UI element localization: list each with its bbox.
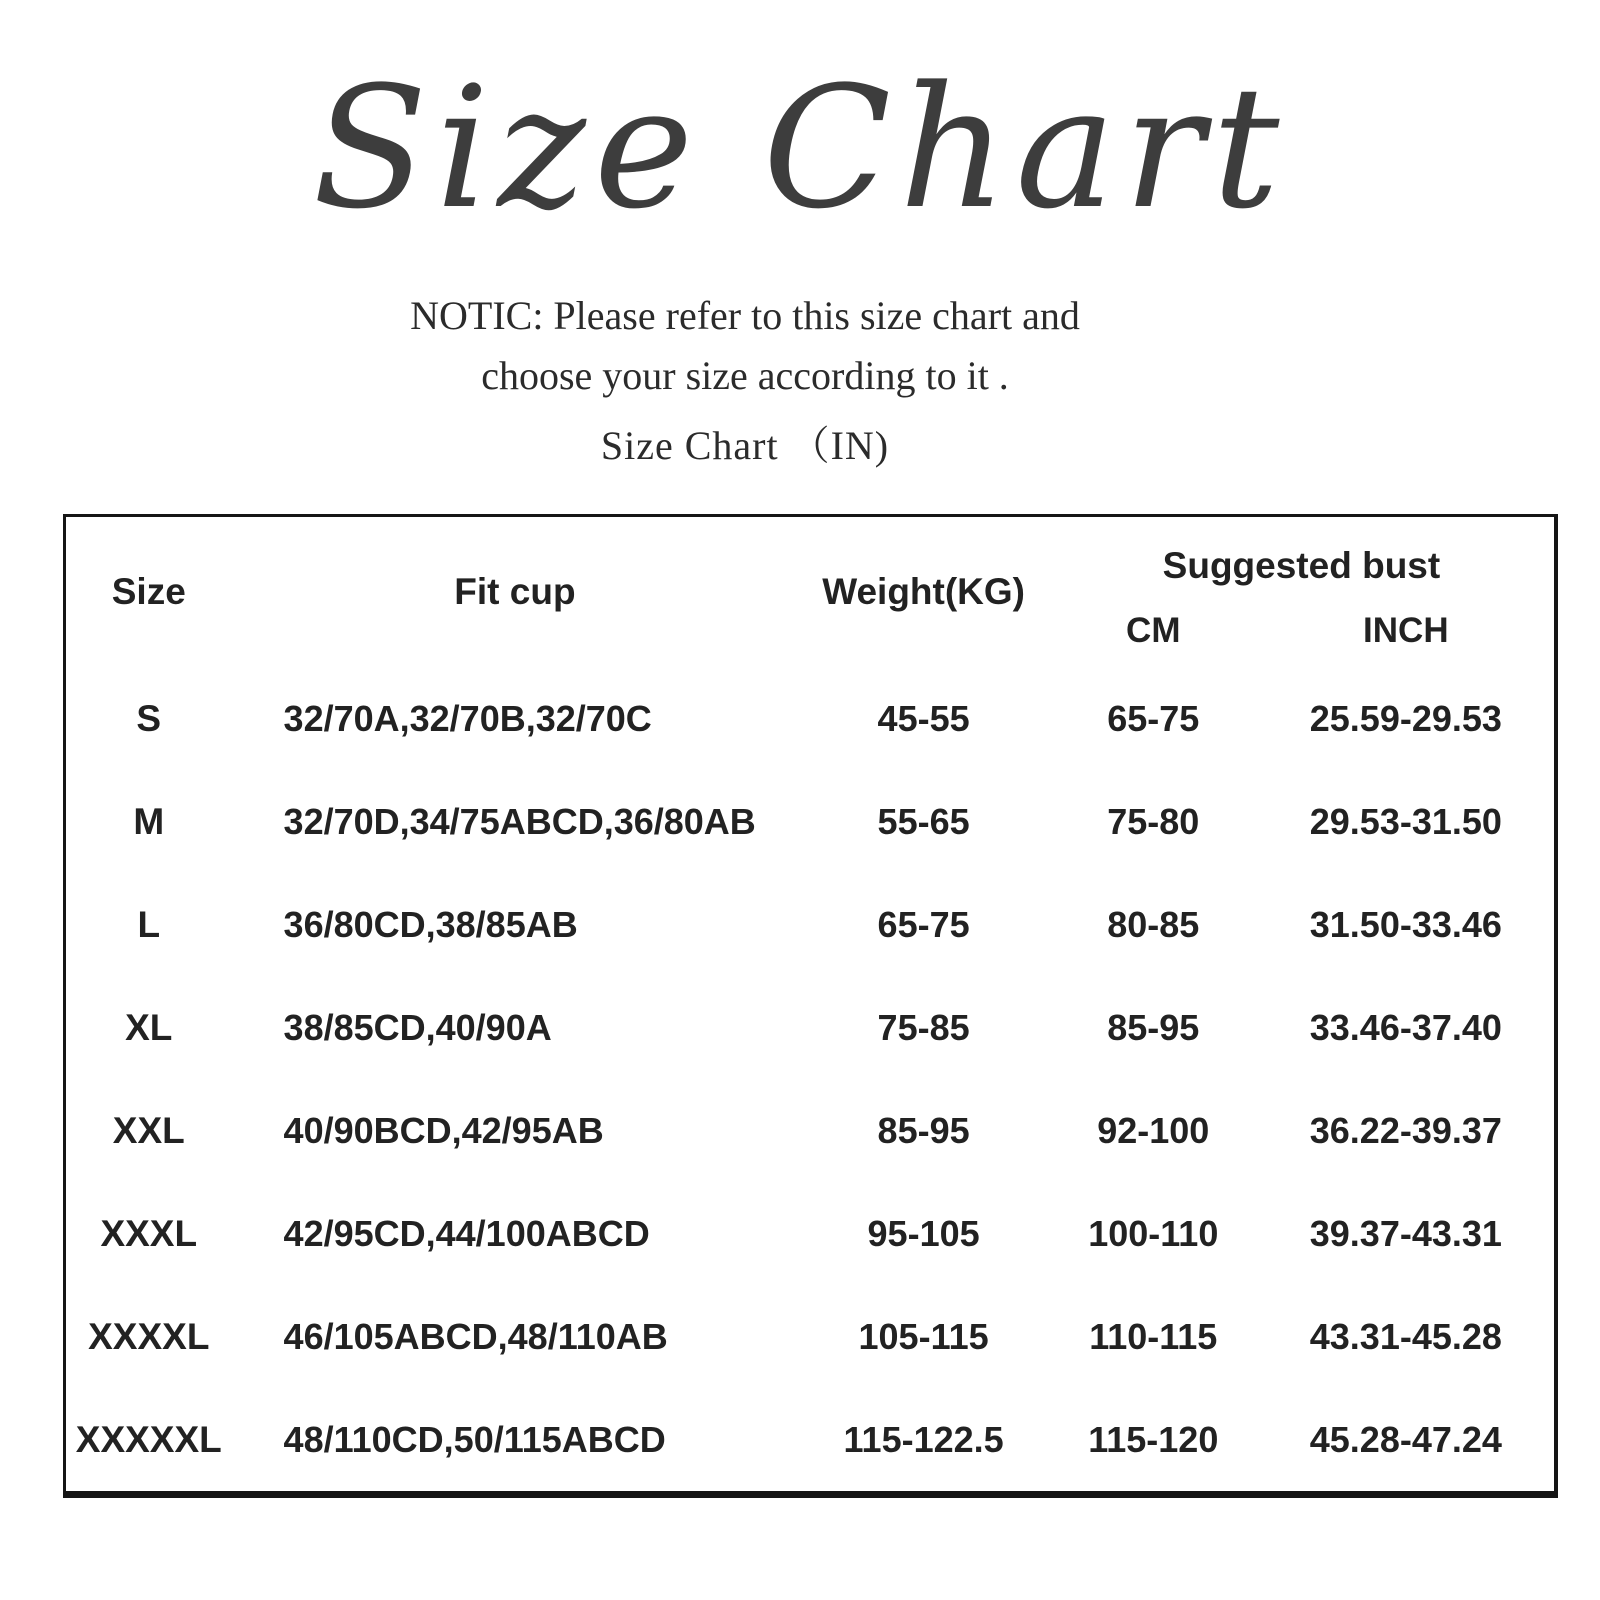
cm-cell: 92-100	[1097, 1109, 1210, 1151]
fit-cup-cell: 42/95CD,44/100ABCD	[283, 1212, 650, 1254]
size-cell: XXXXXL	[75, 1418, 222, 1460]
fit-cup-cell: 32/70A,32/70B,32/70C	[283, 697, 652, 739]
fit-cup-cell: 36/80CD,38/85AB	[283, 903, 578, 945]
size-cell: S	[136, 697, 162, 739]
table-row-xxl	[65, 1079, 1557, 1182]
weight-cell: 65-75	[877, 903, 970, 945]
header-row-top	[65, 516, 1557, 596]
fit-cup-cell: 38/85CD,40/90A	[283, 1006, 552, 1048]
weight-cell: 75-85	[877, 1006, 970, 1048]
fit-cup-cell: 46/105ABCD,48/110AB	[283, 1315, 668, 1357]
inch-cell: 31.50-33.46	[1309, 903, 1502, 945]
table-row-xxxxxl	[65, 1388, 1557, 1495]
cm-cell: 85-95	[1107, 1006, 1200, 1048]
cm-cell: 115-120	[1088, 1418, 1219, 1460]
size-cell: XXXL	[100, 1212, 198, 1254]
weight-cell: 115-122.5	[843, 1418, 1004, 1460]
column-header-inch: INCH	[1363, 611, 1449, 651]
table-row-xxxxl	[65, 1285, 1557, 1388]
fit-cup-cell: 32/70D,34/75ABCD,36/80AB	[283, 800, 756, 842]
column-header-size: Size	[111, 571, 186, 613]
table-row-m	[65, 770, 1557, 873]
size-cell: XXL	[112, 1109, 185, 1151]
column-header-suggested-bust: Suggested bust	[1162, 545, 1441, 587]
inch-cell: 29.53-31.50	[1309, 800, 1502, 842]
size-cell: XL	[125, 1006, 173, 1048]
table-row-s	[65, 667, 1557, 770]
inch-cell: 25.59-29.53	[1309, 697, 1502, 739]
weight-cell: 55-65	[877, 800, 970, 842]
notice-line-1: NOTIC: Please refer to this size chart and	[410, 293, 1080, 339]
table-row-l	[65, 873, 1557, 976]
size-chart-table	[63, 514, 1558, 1498]
table-body	[65, 667, 1557, 1495]
inch-cell: 43.31-45.28	[1309, 1315, 1502, 1357]
column-header-weight: Weight(KG)	[822, 571, 1025, 613]
cm-cell: 80-85	[1107, 903, 1200, 945]
weight-cell: 95-105	[867, 1212, 980, 1254]
table-header	[65, 516, 1557, 668]
notice-unit-line: Size Chart （IN)	[600, 423, 890, 469]
weight-cell: 105-115	[858, 1315, 989, 1357]
inch-cell: 33.46-37.40	[1309, 1006, 1502, 1048]
cm-cell: 65-75	[1107, 697, 1200, 739]
weight-cell: 85-95	[877, 1109, 970, 1151]
fit-cup-cell: 40/90BCD,42/95AB	[283, 1109, 604, 1151]
cm-cell: 110-115	[1089, 1315, 1218, 1357]
inch-cell: 36.22-39.37	[1309, 1109, 1502, 1151]
notice-line-2: choose your size according to it .	[481, 353, 1009, 399]
fit-cup-cell: 48/110CD,50/115ABCD	[283, 1418, 666, 1460]
inch-cell: 45.28-47.24	[1309, 1418, 1502, 1460]
size-cell: XXXXL	[88, 1315, 210, 1357]
notice-block	[0, 294, 1600, 468]
column-header-fit-cup: Fit cup	[454, 571, 576, 613]
inch-cell: 39.37-43.31	[1309, 1212, 1502, 1254]
table-row-xxxl	[65, 1182, 1557, 1285]
page-title: Size Chart	[312, 50, 1288, 246]
cm-cell: 75-80	[1107, 800, 1200, 842]
weight-cell: 45-55	[877, 697, 970, 739]
size-cell: L	[137, 903, 161, 945]
column-header-cm: CM	[1126, 611, 1181, 651]
size-cell: M	[133, 800, 165, 842]
cm-cell: 100-110	[1088, 1212, 1219, 1254]
table-row-xl	[65, 976, 1557, 1079]
